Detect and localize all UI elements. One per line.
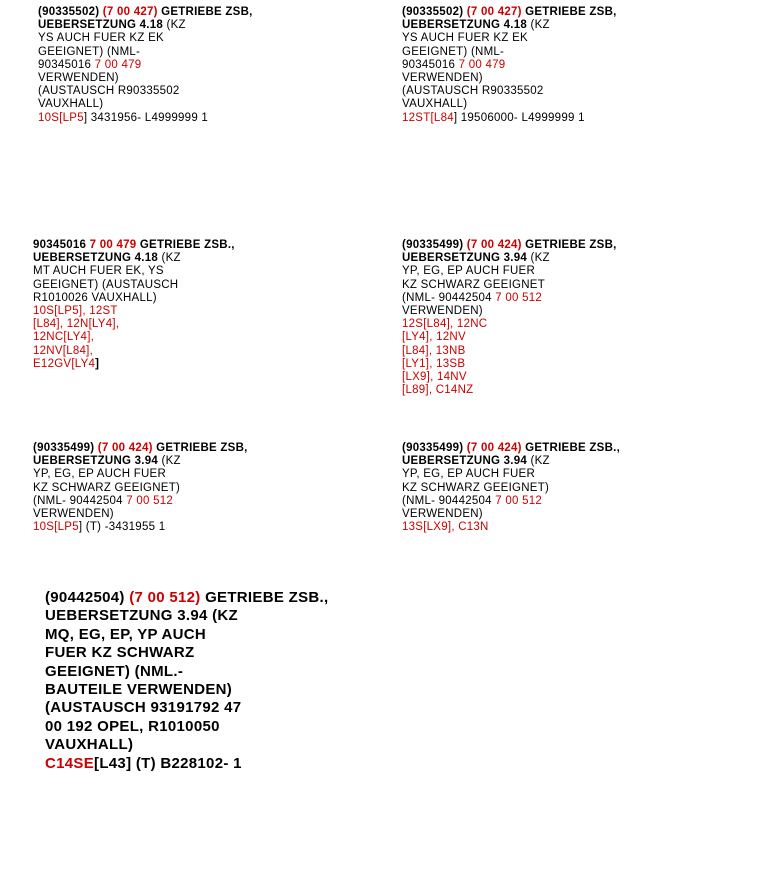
entry-line xyxy=(402,358,617,371)
entry-line xyxy=(45,718,328,736)
text-segment: YS AUCH FUER KZ EK xyxy=(402,32,528,45)
text-segment: (90335502) xyxy=(402,6,467,18)
entry-line xyxy=(45,699,328,717)
entry-line xyxy=(402,468,620,481)
entry-line xyxy=(402,442,620,455)
text-segment: GEEIGNET) (AUSTAUSCH xyxy=(33,278,179,291)
entry-line xyxy=(402,32,617,45)
entry-line xyxy=(45,607,328,625)
entry-line xyxy=(33,358,235,371)
text-segment: (KZ xyxy=(166,19,186,32)
entry-line xyxy=(33,521,248,534)
text-segment: VAUXHALL) xyxy=(38,98,104,111)
text-segment: (KZ xyxy=(161,455,181,468)
text-segment: UEBERSETZUNG 3.94 xyxy=(402,455,531,468)
entry-line xyxy=(402,521,620,534)
text-segment: KZ SCHWARZ GEEIGNET) xyxy=(402,481,550,494)
entry-line xyxy=(38,46,253,59)
text-segment: (NML- 90442504 xyxy=(33,494,127,507)
entry-line xyxy=(33,279,235,292)
text-segment: MT AUCH FUER EK, YS xyxy=(33,265,164,278)
part-code-red: 7 00 479 xyxy=(458,58,506,71)
text-segment: UEBERSETZUNG 3.94 xyxy=(33,455,162,468)
entry-line xyxy=(33,331,235,344)
part-code-red: [L89], C14NZ xyxy=(402,384,474,397)
entry-line xyxy=(33,305,235,318)
text-segment: (AUSTAUSCH R90335502 xyxy=(38,85,180,98)
entry-line xyxy=(402,19,617,32)
part-code-red: 13S[LX9], C13N xyxy=(402,521,489,534)
entry-line xyxy=(402,112,617,125)
entry-line xyxy=(402,252,617,265)
text-segment: (KZ xyxy=(530,252,550,265)
entry-line xyxy=(402,85,617,98)
text-segment: (AUSTAUSCH R90335502 xyxy=(402,85,544,98)
text-segment: YP, EG, EP AUCH FUER xyxy=(402,468,536,481)
entry-line xyxy=(38,19,253,32)
text-segment: (90335499) xyxy=(402,239,467,251)
text-segment: (90442504) xyxy=(45,589,130,606)
part-code-red: [L84], 12N[LY4], xyxy=(33,318,120,331)
entry-line xyxy=(402,72,617,85)
text-segment: GETRIEBE ZSB, xyxy=(156,442,248,454)
entry-line xyxy=(33,265,235,278)
entry-line xyxy=(45,736,328,754)
text-segment: BAUTEILE VERWENDEN) xyxy=(45,681,233,699)
text-segment: R1010026 VAUXHALL) xyxy=(33,291,157,304)
text-segment: GETRIEBE ZSB, xyxy=(525,6,617,18)
entry-line xyxy=(45,626,328,644)
text-segment: YS AUCH FUER KZ EK xyxy=(38,32,164,45)
entry-line xyxy=(38,59,253,72)
text-segment: 90345016 xyxy=(33,239,90,251)
text-segment: UEBERSETZUNG 3.94 xyxy=(402,252,531,265)
catalog-entry xyxy=(402,239,617,397)
text-segment: YP, EG, EP AUCH FUER xyxy=(33,468,167,481)
entry-line xyxy=(402,98,617,111)
catalog-entry xyxy=(33,442,248,534)
part-code-red: 10S[LP5 xyxy=(38,111,84,124)
entry-line xyxy=(402,292,617,305)
text-segment: (NML- 90442504 xyxy=(402,494,496,507)
part-code-red: E12GV[LY4 xyxy=(33,357,96,370)
text-segment: (90335502) xyxy=(38,6,103,18)
catalog-entry xyxy=(45,589,328,773)
entry-line xyxy=(402,495,620,508)
text-segment: GETRIEBE ZSB., xyxy=(205,589,329,606)
part-code-red: (7 00 424) xyxy=(466,239,526,251)
entry-line xyxy=(402,508,620,521)
text-segment: ] 19506000- L4999999 1 xyxy=(453,111,585,124)
entry-line xyxy=(33,252,235,265)
text-segment: VERWENDEN) xyxy=(402,72,483,85)
text-segment: 90345016 xyxy=(38,58,95,71)
text-segment: (KZ xyxy=(530,455,550,468)
entry-line xyxy=(45,644,328,662)
entry-line xyxy=(38,85,253,98)
entry-line xyxy=(402,482,620,495)
entry-line xyxy=(38,6,253,19)
text-segment: ] (T) -3431955 1 xyxy=(78,521,166,534)
part-code-red: [L84], 13NB xyxy=(402,344,466,357)
text-segment: (AUSTAUSCH 93191792 47 xyxy=(45,699,242,717)
entry-line xyxy=(402,371,617,384)
entry-line xyxy=(402,239,617,252)
entry-line xyxy=(33,508,248,521)
part-code-red: 7 00 479 xyxy=(89,239,140,251)
part-code-red: 12NC[LY4], xyxy=(33,331,95,344)
part-code-red: (7 00 427) xyxy=(466,6,526,18)
entry-line xyxy=(33,239,235,252)
entry-line xyxy=(402,46,617,59)
entry-line xyxy=(33,468,248,481)
entry-line xyxy=(38,72,253,85)
part-code-red: 12NV[L84], xyxy=(33,344,94,357)
text-segment: VERWENDEN) xyxy=(402,305,483,318)
part-code-red: 7 00 512 xyxy=(495,291,543,304)
entry-line xyxy=(33,345,235,358)
part-code-red: 10S[LP5], 12ST xyxy=(33,305,118,318)
text-segment: (KZ xyxy=(530,19,550,32)
text-segment: UEBERSETZUNG 4.18 xyxy=(402,19,531,32)
text-segment: GETRIEBE ZSB., xyxy=(525,442,621,454)
entry-line xyxy=(33,442,248,455)
text-segment: KZ SCHWARZ GEEIGNET xyxy=(402,278,545,291)
catalog-entry xyxy=(33,239,235,371)
catalog-entry xyxy=(38,6,253,125)
entry-line xyxy=(38,98,253,111)
entry-line xyxy=(402,318,617,331)
entry-line xyxy=(402,6,617,19)
text-segment: (90335499) xyxy=(33,442,98,454)
text-segment: 90345016 xyxy=(402,58,459,71)
part-code-red: (7 00 424) xyxy=(466,442,526,454)
part-code-red: 12ST[L84 xyxy=(402,111,454,124)
text-segment: VERWENDEN) xyxy=(33,508,114,521)
text-segment: 00 192 OPEL, R1010050 xyxy=(45,717,220,735)
text-segment: GEEIGNET) (NML- xyxy=(38,45,141,58)
entry-line xyxy=(45,681,328,699)
text-segment: UEBERSETZUNG 4.18 xyxy=(38,19,167,32)
text-segment: [L43] (T) B228102- 1 xyxy=(94,754,242,772)
text-segment: ] 3431956- L4999999 1 xyxy=(83,111,209,124)
entry-line xyxy=(33,495,248,508)
catalog-entry xyxy=(402,6,617,125)
part-code-red: 7 00 512 xyxy=(495,494,543,507)
text-segment: VERWENDEN) xyxy=(38,72,119,85)
entry-line xyxy=(402,279,617,292)
entry-line xyxy=(33,318,235,331)
entry-line xyxy=(402,59,617,72)
entry-line xyxy=(45,755,328,773)
part-code-red: (7 00 512) xyxy=(129,589,206,606)
text-segment: KZ SCHWARZ GEEIGNET) xyxy=(33,481,181,494)
text-segment: FUER KZ SCHWARZ xyxy=(45,644,195,662)
entry-line xyxy=(402,455,620,468)
part-code-red: 12S[L84], 12NC xyxy=(402,318,488,331)
entry-line xyxy=(402,331,617,344)
part-code-red: C14SE xyxy=(45,754,95,772)
entry-line xyxy=(45,589,328,607)
entry-line xyxy=(33,482,248,495)
text-segment: GETRIEBE ZSB, xyxy=(525,239,617,251)
text-segment: UEBERSETZUNG 3.94 (KZ xyxy=(45,607,238,625)
text-segment: (90335499) xyxy=(402,442,467,454)
part-code-red: [LY1], 13SB xyxy=(402,357,466,370)
text-segment: (NML- 90442504 xyxy=(402,291,496,304)
text-segment: (KZ xyxy=(161,252,181,265)
text-segment: VAUXHALL) xyxy=(402,98,468,111)
text-segment: VAUXHALL) xyxy=(45,736,134,754)
text-segment: VERWENDEN) xyxy=(402,508,483,521)
part-code-red: (7 00 424) xyxy=(97,442,157,454)
entry-line xyxy=(33,292,235,305)
text-segment: ] xyxy=(95,357,100,370)
catalog-entry xyxy=(402,442,620,534)
text-segment: GETRIEBE ZSB., xyxy=(139,239,235,251)
part-code-red: 7 00 512 xyxy=(126,494,174,507)
part-code-red: 7 00 479 xyxy=(94,58,142,71)
text-segment: GEEIGNET) (NML- xyxy=(402,45,505,58)
part-code-red: (7 00 427) xyxy=(102,6,162,18)
entry-line xyxy=(402,384,617,397)
part-code-red: [LY4], 12NV xyxy=(402,331,466,344)
entry-line xyxy=(38,112,253,125)
text-segment: MQ, EG, EP, YP AUCH xyxy=(45,625,207,643)
entry-line xyxy=(402,345,617,358)
text-segment: UEBERSETZUNG 4.18 xyxy=(33,252,162,265)
entry-line xyxy=(402,305,617,318)
entry-line xyxy=(38,32,253,45)
entry-line xyxy=(33,455,248,468)
text-segment: GETRIEBE ZSB, xyxy=(161,6,253,18)
entry-line xyxy=(402,265,617,278)
text-segment: YP, EG, EP AUCH FUER xyxy=(402,265,536,278)
text-segment: GEEIGNET) (NML.- xyxy=(45,662,184,680)
part-code-red: [LX9], 14NV xyxy=(402,371,467,384)
entry-line xyxy=(45,663,328,681)
part-code-red: 10S[LP5 xyxy=(33,521,79,534)
